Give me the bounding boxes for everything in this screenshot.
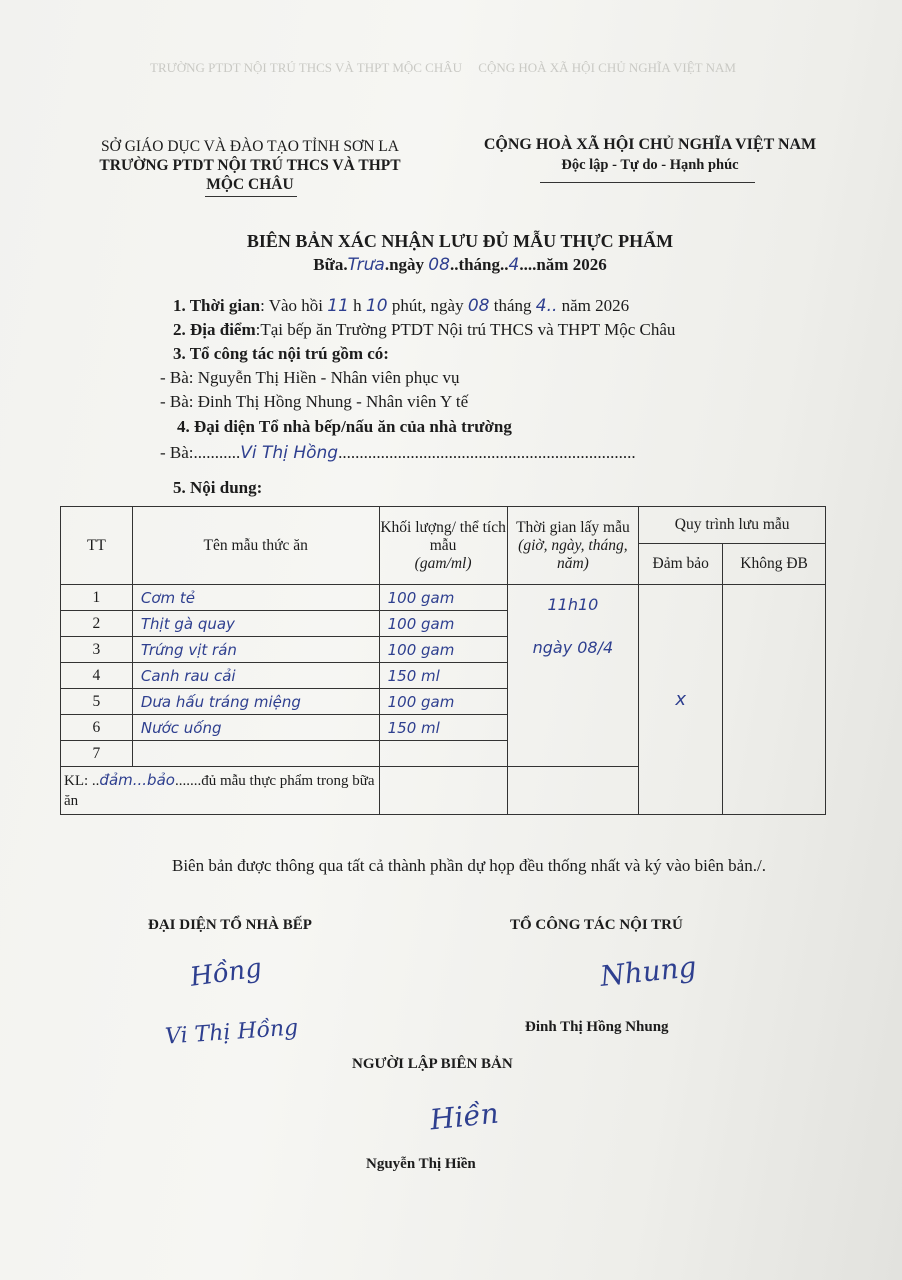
bleed-through-text: ТRƯỜNG PTDT NỘI TRÚ THCS VÀ THPT MỘC CHÂU CỘNG HOÀ XÃ HỘI CHỦ NGHĨA VIỆT NAM	[150, 60, 736, 75]
food-weight: 100 gam	[379, 585, 507, 611]
food-weight: 100 gam	[379, 611, 507, 637]
col-header-process: Quy trình lưu mẫu	[639, 507, 826, 544]
not-ok-cell	[723, 585, 826, 815]
row-number: 7	[61, 741, 133, 767]
row-number: 2	[61, 611, 133, 637]
food-name: Cơm tẻ	[132, 585, 379, 611]
team-signer-name: Đinh Thị Hồng Nhung	[525, 1019, 669, 1035]
recorder-signature: Hiền	[428, 1096, 501, 1137]
food-weight: 100 gam	[379, 689, 507, 715]
food-weight: 150 ml	[379, 715, 507, 741]
food-name: Canh rau cải	[132, 663, 379, 689]
content-heading: 5. Nội dung:	[173, 478, 263, 497]
kitchen-rep-title: ĐẠI DIỆN TỔ NHÀ BẾP	[148, 917, 312, 933]
empty-cell	[507, 767, 639, 815]
kitchen-signature-name: Vi Thị Hồng	[164, 1015, 300, 1050]
closing-statement: Biên bản được thông qua tất cả thành phần dự họp đều thống nhất và ký vào biên bản./.	[172, 856, 766, 875]
food-weight	[379, 741, 507, 767]
team-member-1: - Bà: Nguyễn Thị Hiền - Nhân viên phục vụ	[160, 368, 460, 387]
row-number: 6	[61, 715, 133, 741]
kitchen-rep-line: - Bà:...........Vi Thị Hồng......................................................................	[160, 443, 636, 463]
school-name: TRƯỜNG PTDT NỘI TRÚ THCS VÀ THPT	[99, 157, 401, 174]
food-name: Nước uống	[132, 715, 379, 741]
row-number: 3	[61, 637, 133, 663]
motto: Độc lập - Tự do - Hạnh phúc	[561, 157, 739, 173]
underline	[540, 182, 755, 183]
conclusion-cell: KL: ..đảm...bảo.......đủ mẫu thực phẩm trong bữa ăn	[61, 767, 380, 815]
row-number: 4	[61, 663, 133, 689]
food-name: Trứng vịt rán	[132, 637, 379, 663]
time-cell: 11h10 ngày 08/4	[507, 585, 639, 767]
food-name: Thịt gà quay	[132, 611, 379, 637]
kitchen-rep-heading: 4. Đại diện Tổ nhà bếp/nấu ăn của nhà trường	[177, 417, 512, 436]
col-header-name: Tên mẫu thức ăn	[132, 507, 379, 585]
republic-title: CỘNG HOÀ XÃ HỘI CHỦ NGHĨA VIỆT NAM	[483, 136, 817, 153]
department-name: SỞ GIÁO DỤC VÀ ĐÀO TẠO TỈNH SƠN LA	[101, 138, 399, 155]
row-number: 5	[61, 689, 133, 715]
food-name	[132, 741, 379, 767]
team-member-2: - Bà: Đinh Thị Hồng Nhung - Nhân viên Y tế	[160, 392, 469, 411]
document-title: BIÊN BẢN XÁC NHẬN LƯU ĐỦ MẪU THỰC PHẨM	[246, 231, 674, 251]
team-signature: Nhung	[598, 950, 698, 993]
col-header-tt: TT	[61, 507, 133, 585]
kitchen-signature: Hồng	[188, 953, 264, 993]
boarding-team-title: TỔ CÔNG TÁC NỘI TRÚ	[510, 917, 683, 933]
underline	[205, 196, 297, 197]
location-line: 2. Địa điểm:Tại bếp ăn Trường PTDT Nội trú THCS và THPT Mộc Châu	[173, 320, 676, 339]
food-weight: 100 gam	[379, 637, 507, 663]
col-header-ok: Đảm bảo	[639, 544, 723, 585]
col-header-time: Thời gian lấy mẫu (giờ, ngày, tháng, năm)	[507, 507, 639, 585]
food-name: Dưa hấu tráng miệng	[132, 689, 379, 715]
team-heading: 3. Tổ công tác nội trú gồm có:	[173, 344, 389, 363]
school-name-line2: MỘC CHÂU	[206, 176, 294, 193]
sample-table	[60, 506, 826, 815]
food-weight: 150 ml	[379, 663, 507, 689]
ok-cell: x	[639, 585, 723, 815]
col-header-not-ok: Không ĐB	[723, 544, 826, 585]
empty-cell	[379, 767, 507, 815]
time-line: 1. Thời gian: Vào hồi 11 h 10 phút, ngày 08 tháng 4.. năm 2026	[173, 296, 630, 316]
recorder-title: NGƯỜI LẬP BIÊN BẢN	[352, 1056, 513, 1072]
col-header-weight: Khối lượng/ thể tích mẫu (gam/ml)	[379, 507, 507, 585]
meal-line: Bữa.Trưa.ngày 08..tháng..4....năm 2026	[313, 255, 607, 275]
row-number: 1	[61, 585, 133, 611]
recorder-name: Nguyễn Thị Hiền	[366, 1156, 476, 1172]
